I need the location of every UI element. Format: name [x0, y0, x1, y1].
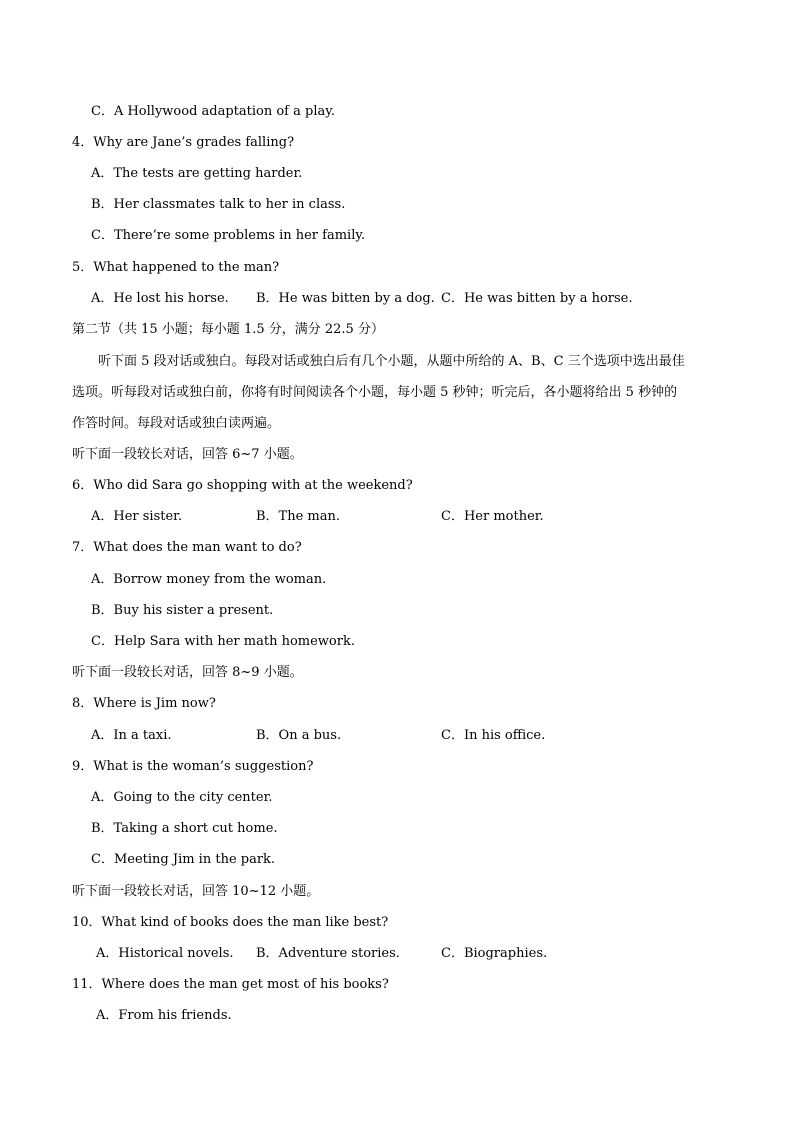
q10-option-a: A．Historical novels.	[96, 946, 234, 961]
dialogue-intro-10-12: 听下面一段较长对话，回答 10~12 小题。	[72, 884, 320, 899]
q11-option-a: A．From his friends.	[96, 1008, 232, 1023]
q10-option-c: C．Biographies.	[441, 946, 548, 961]
question-10: 10．What kind of books does the man like best?	[72, 915, 389, 930]
q8-option-c: C．In his office.	[441, 728, 546, 743]
q4-option-b: B．Her classmates talk to her in class.	[91, 197, 346, 212]
q7-option-a: A．Borrow money from the woman.	[91, 572, 327, 587]
question-4: 4．Why are Jane’s grades falling?	[72, 135, 295, 150]
q3-option-c: C．A Hollywood adaptation of a play.	[91, 104, 335, 119]
instructions-line-1: 听下面 5 段对话或独白。每段对话或独白后有几个小题，从题中所给的 A、B、C 三个选项中选出最佳	[98, 354, 685, 369]
question-9: 9．What is the woman’s suggestion?	[72, 759, 314, 774]
dialogue-intro-6-7: 听下面一段较长对话，回答 6~7 小题。	[72, 447, 303, 462]
q7-option-c: C．Help Sara with her math homework.	[91, 634, 355, 649]
q7-option-b: B．Buy his sister a present.	[91, 603, 274, 618]
question-6: 6．Who did Sara go shopping with at the weekend?	[72, 478, 413, 493]
q4-option-a: A．The tests are getting harder.	[91, 166, 303, 181]
q5-option-b: B．He was bitten by a dog.	[256, 291, 435, 306]
question-5: 5．What happened to the man?	[72, 260, 280, 275]
q8-option-a: A．In a taxi.	[91, 728, 172, 743]
instructions-line-2: 选项。听每段对话或独白前，你将有时间阅读各个小题，每小题 5 秒钟；听完后，各小题将给出 5 秒钟的	[72, 385, 678, 400]
instructions-line-3: 作答时间。每段对话或独白读两遍。	[72, 416, 281, 431]
question-8: 8．Where is Jim now?	[72, 696, 216, 711]
q6-option-b: B．The man.	[256, 509, 341, 524]
q9-option-a: A．Going to the city center.	[91, 790, 273, 805]
q6-option-a: A．Her sister.	[91, 509, 183, 524]
q5-option-a: A．He lost his horse.	[91, 291, 229, 306]
section-heading: 第二节（共 15 小题；每小题 1.5 分，满分 22.5 分）	[72, 322, 384, 337]
q6-option-c: C．Her mother.	[441, 509, 544, 524]
q5-option-c: C．He was bitten by a horse.	[441, 291, 633, 306]
question-7: 7．What does the man want to do?	[72, 540, 302, 555]
q4-option-c: C．There’re some problems in her family.	[91, 228, 366, 243]
dialogue-intro-8-9: 听下面一段较长对话，回答 8~9 小题。	[72, 665, 303, 680]
q9-option-b: B．Taking a short cut home.	[91, 821, 278, 836]
q10-option-b: B．Adventure stories.	[256, 946, 400, 961]
q9-option-c: C．Meeting Jim in the park.	[91, 852, 276, 867]
q8-option-b: B．On a bus.	[256, 728, 342, 743]
question-11: 11．Where does the man get most of his books?	[72, 977, 389, 992]
